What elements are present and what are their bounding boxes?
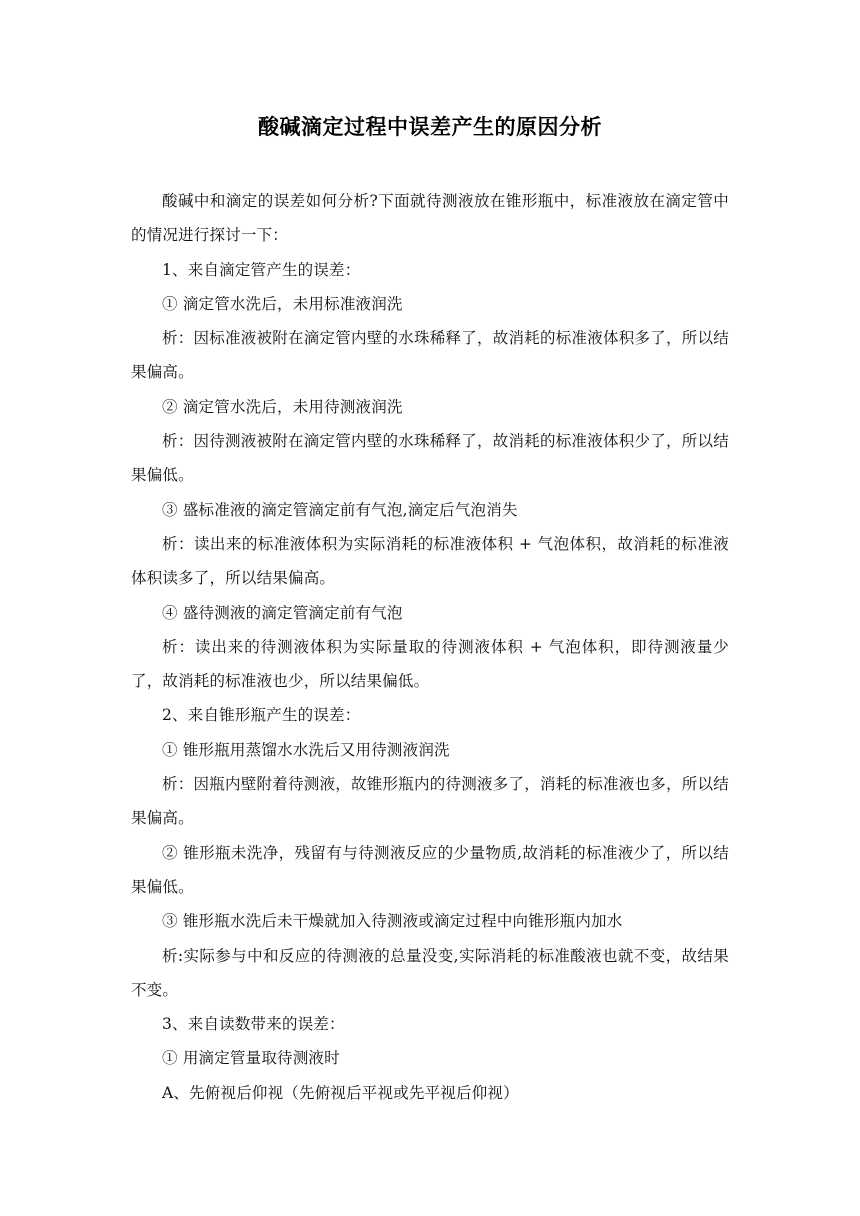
section-heading-burette: 1、来自滴定管产生的误差： [162, 260, 361, 279]
analysis-paragraph: 析:实际参与中和反应的待测液的总量没变,实际消耗的标准酸液也就不变，故结果不变。 [131, 946, 729, 999]
document-body [131, 184, 729, 1110]
analysis-paragraph: 析：因瓶内壁附着待测液，故锥形瓶内的待测液多了，消耗的标准液也多，所以结果偏高。 [131, 775, 729, 828]
list-item: ③ 锥形瓶水洗后未干燥就加入待测液或滴定过程中向锥形瓶内加水 [162, 912, 623, 931]
list-item: ④ 盛待测液的滴定管滴定前有气泡 [162, 603, 403, 622]
list-item: ③ 盛标准液的滴定管滴定前有气泡,滴定后气泡消失 [162, 500, 518, 519]
intro-paragraph: 酸碱中和滴定的误差如何分析?下面就待测液放在锥形瓶中，标准液放在滴定管中的情况进行探讨一下： [131, 192, 729, 245]
list-item: ② 锥形瓶未洗净，残留有与待测液反应的少量物质,故消耗的标准液少了，所以结果偏低。 [131, 843, 729, 896]
analysis-paragraph: 析：因待测液被附在滴定管内壁的水珠稀释了，故消耗的标准液体积少了，所以结果偏低。 [131, 432, 729, 485]
section-heading-reading: 3、来自读数带来的误差： [162, 1015, 345, 1034]
section-heading-flask: 2、来自锥形瓶产生的误差： [162, 706, 361, 725]
document-title: 酸碱滴定过程中误差产生的原因分析 [258, 115, 602, 139]
list-item: ① 用滴定管量取待测液时 [162, 1049, 340, 1068]
analysis-paragraph: 析：读出来的待测液体积为实际量取的待测液体积 + 气泡体积，即待测液量少了，故消耗的标准液也少，所以结果偏低。 [131, 637, 729, 691]
list-item: ① 滴定管水洗后，未用标准液润洗 [162, 294, 403, 313]
analysis-paragraph: 析：因标准液被附在滴定管内壁的水珠稀释了，故消耗的标准液体积多了，所以结果偏高。 [131, 329, 729, 382]
analysis-paragraph: 析：读出来的标准液体积为实际消耗的标准液体积 + 气泡体积，故消耗的标准液体积读多了，所以结果偏高。 [131, 534, 729, 588]
list-item: ① 锥形瓶用蒸馏水水洗后又用待测液润洗 [162, 740, 450, 759]
list-item: A、先俯视后仰视（先俯视后平视或先平视后仰视） [162, 1083, 519, 1102]
list-item: ② 滴定管水洗后，未用待测液润洗 [162, 397, 403, 416]
